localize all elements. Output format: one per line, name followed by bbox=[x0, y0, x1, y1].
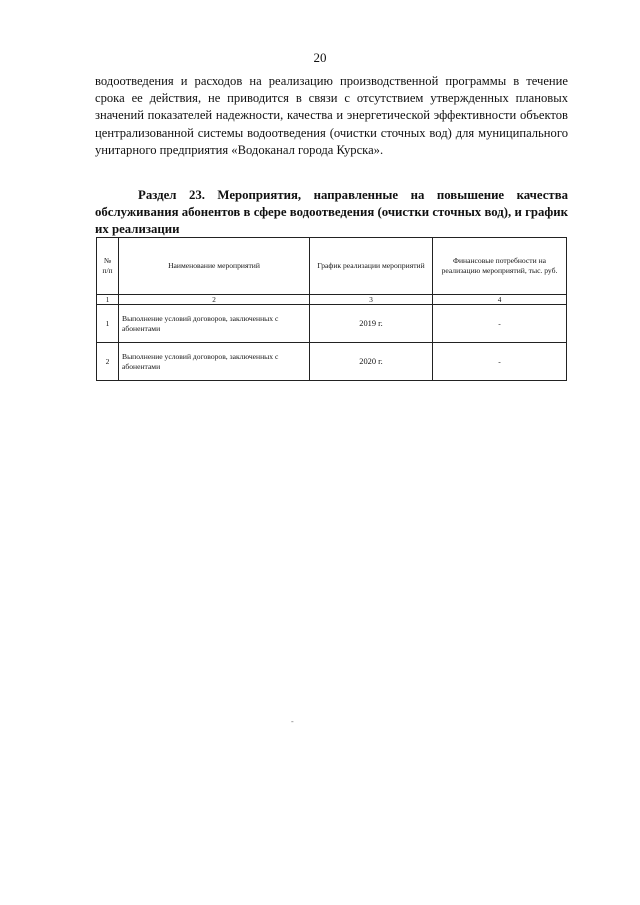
event-name: Выполнение условий договоров, заключенных с абонентами bbox=[119, 343, 310, 381]
column-number: 2 bbox=[119, 295, 310, 305]
event-schedule: 2019 г. bbox=[310, 305, 433, 343]
row-number: 1 bbox=[97, 305, 119, 343]
table-row bbox=[97, 305, 567, 343]
column-number: 4 bbox=[433, 295, 567, 305]
events-table bbox=[96, 237, 567, 381]
column-number: 1 bbox=[97, 295, 119, 305]
table-header-row bbox=[97, 238, 567, 295]
footer-mark: - bbox=[291, 717, 294, 726]
header-finance: Финансовые потребности на реализацию мероприятий, тыс. руб. bbox=[433, 238, 567, 295]
event-name: Выполнение условий договоров, заключенных с абонентами bbox=[119, 305, 310, 343]
header-schedule: График реализации мероприятий bbox=[310, 238, 433, 295]
table-row bbox=[97, 343, 567, 381]
header-event-name: Наименование мероприятий bbox=[119, 238, 310, 295]
column-number: 3 bbox=[310, 295, 433, 305]
header-number: № п/п bbox=[97, 238, 119, 295]
event-finance: - bbox=[433, 305, 567, 343]
page-number: 20 bbox=[313, 50, 327, 65]
section-heading: Раздел 23. Мероприятия, направленные на повышение качества обслуживания абонентов в сфере водоотведения (очистки сточных вод), и график их реализации bbox=[95, 188, 568, 236]
body-paragraph: водоотведения и расходов на реализацию производственной программы в течение срока ее действия, не приводится в связи с отсутствием утвержденных плановых значений показателей надежности, качества и энергетической эффективности объектов централизованной системы водоотведения (очистки сточных вод) для муниципального унитарного предприятия «Водоканал города Курска». bbox=[95, 74, 568, 157]
row-number: 2 bbox=[97, 343, 119, 381]
event-schedule: 2020 г. bbox=[310, 343, 433, 381]
column-number-row bbox=[97, 295, 567, 305]
event-finance: - bbox=[433, 343, 567, 381]
